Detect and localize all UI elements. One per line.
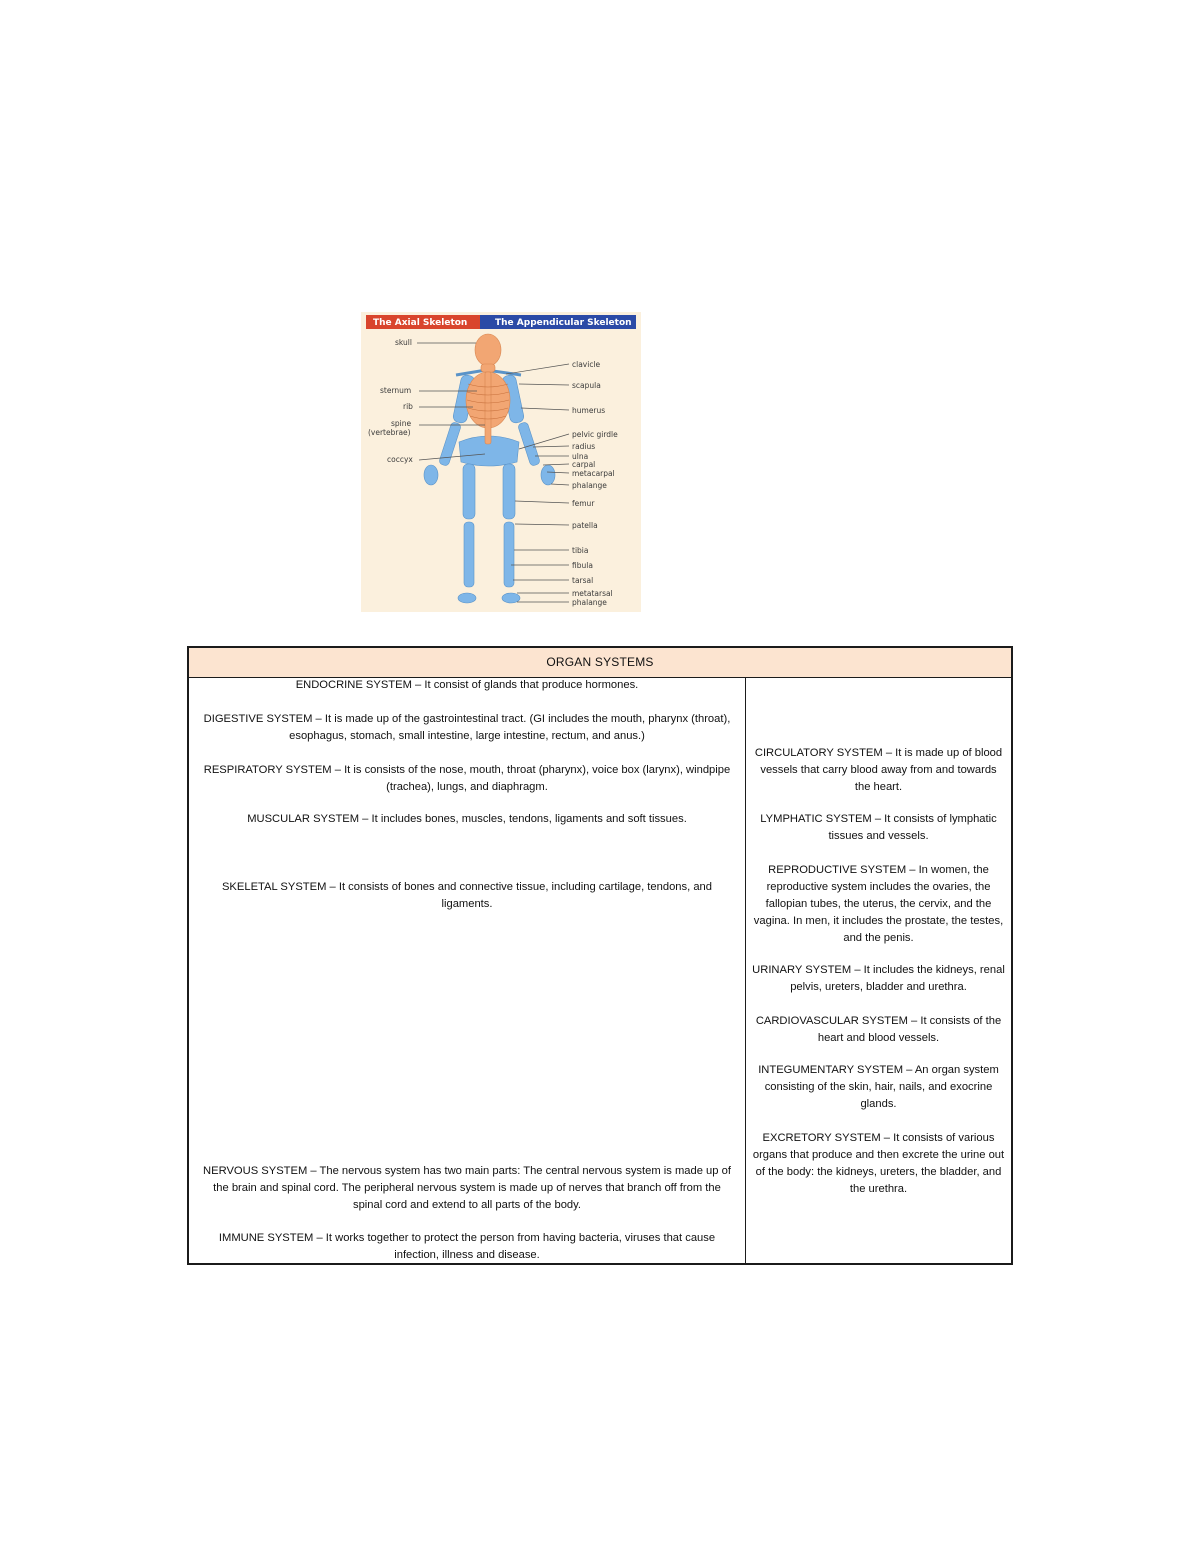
respiratory-system-entry: RESPIRATORY SYSTEM – It is consists of the nose, mouth, throat (pharynx), voice box (larynx), windpipe (trachea), lungs, and diaphragm. <box>203 764 731 793</box>
label-pelvic-girdle: pelvic girdle <box>572 430 618 439</box>
axial-bones <box>466 334 510 444</box>
label-femur: femur <box>572 499 595 508</box>
organ-systems-table <box>187 646 1013 1265</box>
label-ulna: ulna <box>572 452 589 461</box>
label-humerus: humerus <box>572 406 606 415</box>
axial-header-label: The Axial Skeleton <box>373 318 468 328</box>
integumentary-system-entry: INTEGUMENTARY SYSTEM – An organ system consisting of the skin, hair, nails, and exocrine glands. <box>758 1064 999 1110</box>
label-spine: spine <box>391 419 412 428</box>
label-clavicle: clavicle <box>572 360 601 369</box>
label-tibia: tibia <box>572 546 589 555</box>
excretory-system-entry: EXCRETORY SYSTEM – It consists of various organs that produce and then excrete the urine out of the body: the kidneys, ureters, the bladder, and the urethra. <box>752 1132 1005 1195</box>
label-coccyx: coccyx <box>387 455 413 464</box>
endocrine-system-entry: ENDOCRINE SYSTEM – It consist of glands that produce hormones. <box>295 679 639 691</box>
left-column <box>189 677 746 1263</box>
skeleton-figure <box>361 312 641 612</box>
reproductive-system-entry: REPRODUCTIVE SYSTEM – In women, the reproductive system includes the ovaries, the fallopian tubes, the uterus, the cervix, and the vagina. In men, it includes the prostate, the testes, and the penis. <box>753 864 1004 944</box>
label-tarsal: tarsal <box>572 576 594 585</box>
cardiovascular-system-entry: CARDIOVASCULAR SYSTEM – It consists of the heart and blood vessels. <box>755 1015 1002 1044</box>
muscular-system-entry: MUSCULAR SYSTEM – It includes bones, muscles, tendons, ligaments and soft tissues. <box>247 813 687 825</box>
right-column <box>746 677 1011 1263</box>
label-fibula: fibula <box>572 561 593 570</box>
label-vertebrae: (vertebrae) <box>368 428 411 437</box>
urinary-system-entry: URINARY SYSTEM – It includes the kidneys, renal pelvis, ureters, bladder and urethra. <box>752 964 1005 993</box>
circulatory-system-entry: CIRCULATORY SYSTEM – It is made up of blood vessels that carry blood away from and towards the heart. <box>754 747 1003 793</box>
label-phalange-hand: phalange <box>572 481 607 490</box>
lymphatic-system-entry: LYMPHATIC SYSTEM – It consists of lymphatic tissues and vessels. <box>760 813 997 842</box>
nervous-system-entry: NERVOUS SYSTEM – The nervous system has two main parts: The central nervous system is made up of the brain and spinal cord. The peripheral nervous system is made up of nerves that branch off from the spinal cord and extend to all parts of the body. <box>203 1165 731 1211</box>
label-rib: rib <box>403 402 413 411</box>
label-metatarsal: metatarsal <box>572 589 613 598</box>
skeletal-system-entry: SKELETAL SYSTEM – It consists of bones and connective tissue, including cartilage, tendons, and ligaments. <box>221 881 713 910</box>
label-scapula: scapula <box>572 381 601 390</box>
label-carpal: carpal <box>572 460 596 469</box>
digestive-system-entry: DIGESTIVE SYSTEM – It is made up of the gastrointestinal tract. (GI includes the mouth, pharynx (throat), esophagus, stomach, small intestine, large intestine, rectum, and anus.) <box>203 713 731 742</box>
appendicular-header-label: The Appendicular Skeleton <box>495 318 632 328</box>
skeleton-diagram <box>361 312 641 612</box>
label-skull: skull <box>395 338 412 347</box>
label-radius: radius <box>572 442 596 451</box>
label-phalange-foot: phalange <box>572 598 607 607</box>
table-title: ORGAN SYSTEMS <box>189 648 1011 678</box>
label-patella: patella <box>572 521 598 530</box>
immune-system-entry: IMMUNE SYSTEM – It works together to protect the person from having bacteria, viruses that cause infection, illness and disease. <box>218 1232 716 1261</box>
label-metacarpal: metacarpal <box>572 469 615 478</box>
label-sternum: sternum <box>380 386 412 395</box>
